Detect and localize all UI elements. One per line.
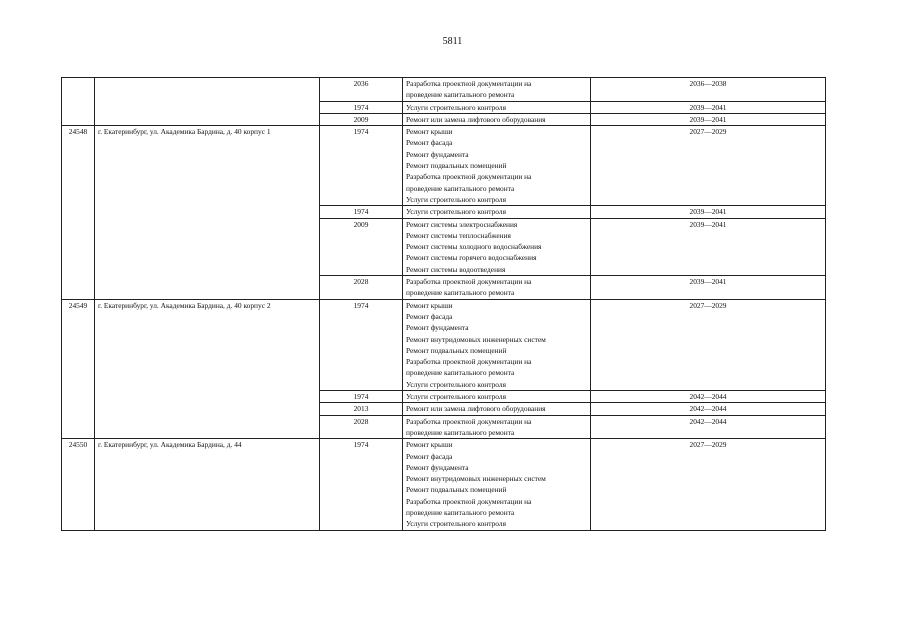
capital-repair-table	[61, 77, 826, 531]
work-type-line: Услуги строительного контроля	[406, 207, 506, 217]
work-type-cell	[403, 126, 591, 206]
year-cell: 1974	[320, 439, 403, 530]
period-cell: 2027—2029	[591, 299, 826, 390]
work-type-cell	[403, 101, 591, 113]
work-type-line: Ремонт фундамента	[406, 323, 469, 333]
year-cell: 2009	[320, 218, 403, 275]
year-cell: 2028	[320, 276, 403, 300]
work-type-line: Услуги строительного контроля	[406, 194, 506, 204]
year-cell: 2013	[320, 403, 403, 415]
work-type-line: Ремонт внутридомовых инженерных систем	[406, 334, 546, 344]
work-type-line: Ремонт крыши	[406, 300, 453, 310]
work-type-cell	[403, 78, 591, 102]
work-type-line: Ремонт или замена лифтового оборудования	[406, 114, 546, 124]
address-cell	[95, 78, 320, 126]
work-type-cell	[403, 276, 591, 300]
house-id-cell: 24548	[62, 126, 95, 299]
work-type-line: Разработка проектной документации на	[406, 416, 532, 426]
work-type-cell	[403, 218, 591, 275]
work-type-line: Услуги строительного контроля	[406, 102, 506, 112]
work-type-line: Ремонт фасада	[406, 451, 453, 461]
address-cell: г. Екатеринбург, ул. Академика Бардина, д. 40 корпус 2	[95, 299, 320, 439]
address-cell: г. Екатеринбург, ул. Академика Бардина, д. 40 корпус 1	[95, 126, 320, 299]
work-type-line: проведение капитального ремонта	[406, 183, 515, 193]
work-type-line: Ремонт крыши	[406, 440, 453, 450]
work-type-line: Ремонт внутридомовых инженерных систем	[406, 474, 546, 484]
work-type-line: Разработка проектной документации на	[406, 357, 532, 367]
work-type-line: Ремонт системы теплоснабжения	[406, 230, 511, 240]
house-id-cell: 24549	[62, 299, 95, 439]
work-type-line: Ремонт подвальных помещений	[406, 485, 507, 495]
period-cell: 2036—2038	[591, 78, 826, 102]
table-body	[62, 78, 826, 531]
work-type-line: Ремонт подвальных помещений	[406, 345, 507, 355]
period-cell: 2042—2044	[591, 403, 826, 415]
work-type-line: Услуги строительного контроля	[406, 392, 506, 402]
table-row	[62, 78, 826, 102]
work-type-line: Разработка проектной документации на	[406, 496, 532, 506]
work-type-cell	[403, 206, 591, 218]
work-type-line: Услуги строительного контроля	[406, 519, 506, 529]
page-number: 5811	[442, 36, 463, 47]
work-type-cell	[403, 439, 591, 530]
work-type-line: проведение капитального ремонта	[406, 288, 515, 298]
work-type-line: Разработка проектной документации на	[406, 172, 532, 182]
year-cell: 2028	[320, 415, 403, 439]
work-type-line: Ремонт фасада	[406, 311, 453, 321]
work-type-line: Ремонт системы электроснабжения	[406, 219, 518, 229]
year-cell: 1974	[320, 126, 403, 206]
table-row	[62, 126, 826, 206]
work-type-line: Ремонт системы горячего водоснабжения	[406, 253, 537, 263]
period-cell: 2039—2041	[591, 101, 826, 113]
work-type-line: проведение капитального ремонта	[406, 90, 515, 100]
house-id-cell: 24550	[62, 439, 95, 530]
work-type-line: Ремонт фундамента	[406, 149, 469, 159]
address-cell: г. Екатеринбург, ул. Академика Бардина, д. 44	[95, 439, 320, 530]
year-cell: 1974	[320, 299, 403, 390]
period-cell: 2042—2044	[591, 391, 826, 403]
table-row	[62, 299, 826, 390]
work-type-line: Ремонт системы водоотведения	[406, 264, 506, 274]
house-id-cell	[62, 78, 95, 126]
work-type-line: Разработка проектной документации на	[406, 277, 532, 287]
year-cell: 1974	[320, 101, 403, 113]
period-cell: 2027—2029	[591, 439, 826, 530]
work-type-cell	[403, 403, 591, 415]
work-type-cell	[403, 391, 591, 403]
work-type-cell	[403, 415, 591, 439]
work-type-line: Ремонт фундамента	[406, 462, 469, 472]
period-cell: 2039—2041	[591, 113, 826, 125]
work-type-line: Ремонт подвальных помещений	[406, 161, 507, 171]
work-type-line: Разработка проектной документации на	[406, 79, 532, 88]
work-type-line: проведение капитального ремонта	[406, 368, 515, 378]
work-type-cell	[403, 299, 591, 390]
period-cell: 2027—2029	[591, 126, 826, 206]
work-type-line: Ремонт крыши	[406, 127, 453, 137]
period-cell: 2039—2041	[591, 276, 826, 300]
work-type-line: Ремонт фасада	[406, 138, 453, 148]
work-type-line: проведение капитального ремонта	[406, 427, 515, 437]
table-row	[62, 439, 826, 530]
work-type-line: Ремонт системы холодного водоснабжения	[406, 242, 542, 252]
work-type-line: Услуги строительного контроля	[406, 379, 506, 389]
year-cell: 2009	[320, 113, 403, 125]
work-type-line: проведение капитального ремонта	[406, 507, 515, 517]
year-cell: 1974	[320, 206, 403, 218]
year-cell: 2036	[320, 78, 403, 102]
period-cell: 2039—2041	[591, 206, 826, 218]
work-type-line: Ремонт или замена лифтового оборудования	[406, 404, 546, 414]
period-cell: 2039—2041	[591, 218, 826, 275]
year-cell: 1974	[320, 391, 403, 403]
work-type-cell	[403, 113, 591, 125]
period-cell: 2042—2044	[591, 415, 826, 439]
